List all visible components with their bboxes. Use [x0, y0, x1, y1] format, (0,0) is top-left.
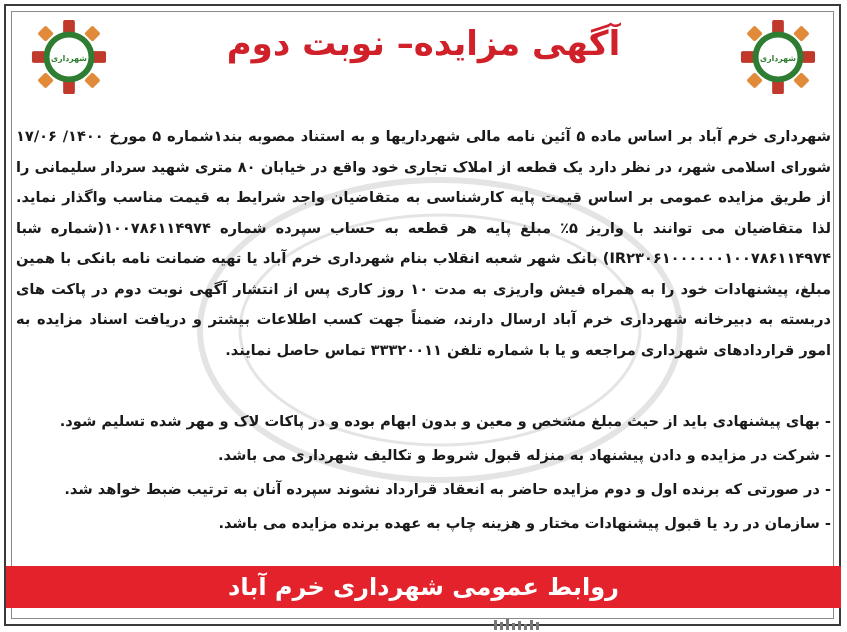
- condition-item: - سازمان در رد یا قبول پیشنهادات مختار و هزینه چاپ به عهده برنده مزایده می باشد.: [218, 515, 831, 532]
- footer-public-relations: روابط عمومی شهرداری خرم آباد: [228, 573, 619, 601]
- notice-body: [16, 122, 831, 366]
- bottom-edge-mark-icon: [490, 616, 550, 630]
- condition-item: - در صورتی که برنده اول و دوم مزایده حاضر به انعقاد قرارداد نشوند سپرده آنان به ترتیب ضبط خواهد شد.: [64, 481, 831, 498]
- condition-item: - شرکت در مزایده و دادن پیشنهاد به منزله قبول شروط و تکالیف شهرداری می باشد.: [218, 447, 831, 464]
- notice-paragraph: شهرداری خرم آباد بر اساس ماده ۵ آئین نامه مالی شهرداریها و به استناد مصوبه بند۱شماره ۵ مورخ ۱۴۰۰/ ۱۷/۰۶ شورای اسلامی شهر، در نظر دارد یک قطعه از املاک تجاری خود واقع در خیابان ۸۰ متری شهید سردار سلیمانی را از طریق مزایده عمومی بر اساس قیمت پایه کارشناسی به متقاضیان واجد شرایط به قیمت مناسب واگذار نماید. لذا متقاضیان می توانند با واریز ۵٪ مبلغ پایه هر قطعه به حساب سپرده شماره ۱۰۰۷۸۶۱۱۴۹۷۴(شماره شبا IR۲۳۰۶۱۰۰۰۰۰۰۱۰۰۷۸۶۱۱۴۹۷۴) بانک شهر شعبه انقلاب بنام شهرداری خرم آباد یا تهیه ضمانت نامه بانکی با همین مبلغ، پیشنهادات خود را به همراه فیش واریزی به مدت ۱۰ روز کاری پس از انتشار آگهی نوبت دوم در پاکت های دربسته به دبیرخانه شهرداری خرم آباد ارسال دارند، ضمناً جهت کسب اطلاعات بیشتر و دریافت اسناد مزایده به امور قراردادهای شهرداری مراجعه و یا با شماره تلفن ۳۳۳۲۰۰۱۱ تماس حاصل نمایند.: [16, 128, 831, 359]
- conditions-list: [16, 405, 831, 541]
- notice-title: آگهی مزایده– نوبت دوم: [226, 24, 621, 64]
- svg-text:شهرداری: شهرداری: [51, 53, 87, 63]
- svg-text:شهرداری: شهرداری: [760, 53, 796, 63]
- footer-bar: [6, 566, 841, 608]
- condition-item: - بهای پیشنهادی باید از حیث مبلغ مشخص و معین و بدون ابهام بوده و در پاکات لاک و مهر شده تسلیم شود.: [59, 413, 831, 430]
